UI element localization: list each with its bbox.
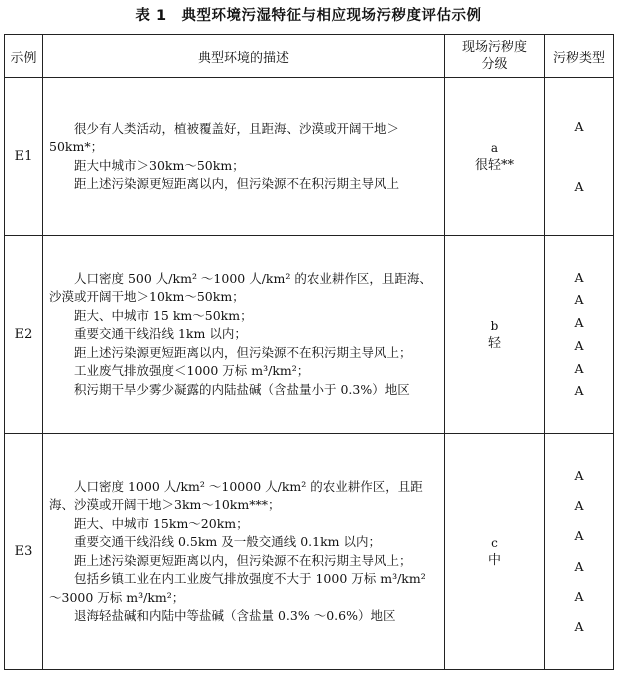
type-value: A [574, 269, 584, 285]
description-line: 距上述污染源更短距离以内，但污染源不在积污期主导风上； [74, 552, 412, 568]
pollution-table [4, 34, 614, 670]
description-line: 工业废气排放强度＜1000 万标 m³/km²； [74, 363, 310, 379]
description-line: 距上述污染源更短距离以内，但污染源不在积污期主导风上 [74, 176, 400, 191]
type-value: A [574, 360, 584, 376]
description-line: 人口密度 500 人/km² ～1000 人/km² 的农业耕作区，且距海、沙漠或开阔干地＞10km～50km； [49, 270, 432, 305]
grade-cell [445, 434, 545, 670]
example-id: E3 [5, 434, 43, 670]
table-row [5, 434, 614, 670]
header-grade [445, 35, 545, 78]
header-type: 污秽类型 [545, 35, 614, 78]
grade-word: 很轻** [474, 157, 514, 173]
header-grade-line1: 现场污秽度 [461, 40, 527, 55]
grade-word: 中 [487, 552, 501, 568]
type-stack [545, 468, 613, 636]
type-value: A [574, 619, 584, 635]
table-row [5, 236, 614, 434]
type-value: A [574, 315, 584, 331]
description-line: 包括乡镇工业在内工业废气排放强度不大于 1000 万标 m³/km² ～3000 万标 m³/km²； [49, 571, 426, 605]
description-cell [43, 78, 445, 236]
header-row [5, 35, 614, 78]
grade-letter: b [490, 318, 499, 333]
table-row [5, 78, 614, 236]
grade-letter: a [490, 140, 499, 155]
example-id: E1 [5, 78, 43, 236]
grade-cell [445, 78, 545, 236]
description-line: 很少有人类活动，植被覆盖好，且距海、沙漠或开阔干地＞50km*； [49, 120, 400, 154]
type-value: A [574, 118, 584, 134]
header-example: 示例 [5, 35, 43, 78]
type-value: A [574, 467, 584, 483]
description-line: 重要交通干线沿线 1km 以内； [74, 326, 247, 342]
type-cell [545, 78, 614, 236]
description-line: 积污期干旱少雾少凝露的内陆盐碱（含盐量小于 0.3%）地区 [74, 381, 410, 397]
header-description: 典型环境的描述 [43, 35, 445, 78]
description-line: 距上述污染源更短距离以内，但污染源不在积污期主导风上； [74, 344, 412, 360]
type-value: A [574, 589, 584, 605]
type-stack [545, 119, 613, 195]
example-id: E2 [5, 236, 43, 434]
type-value: A [574, 178, 584, 194]
type-value: A [574, 337, 584, 353]
type-value: A [574, 558, 584, 574]
type-value: A [574, 292, 584, 308]
type-stack [545, 270, 613, 400]
description-line: 退海轻盐碱和内陆中等盐碱（含盐量 0.3% ～0.6%）地区 [74, 608, 396, 623]
grade-cell [445, 236, 545, 434]
description-line: 重要交通干线沿线 0.5km 及一般交通线 0.1km 以内； [74, 534, 382, 549]
table-title: 表 1 典型环境污湿特征与相应现场污秽度评估示例 [135, 8, 482, 24]
type-value: A [574, 383, 584, 399]
type-cell [545, 236, 614, 434]
header-grade-line2: 分级 [481, 57, 508, 72]
grade-letter: c [491, 535, 498, 550]
description-cell [43, 236, 445, 434]
description-line: 距大、中城市 15 km～50km； [74, 307, 253, 323]
description-line: 距大中城市＞30km～50km； [74, 157, 245, 173]
type-value: A [574, 497, 584, 513]
grade-word: 轻 [487, 335, 501, 351]
description-line: 距大、中城市 15km～20km； [74, 515, 249, 531]
description-line: 人口密度 1000 人/km² ～10000 人/km² 的农业耕作区，且距海、沙漠或开阔干地＞3km～10km***； [49, 478, 423, 512]
description-cell [43, 434, 445, 670]
type-cell [545, 434, 614, 670]
type-value: A [574, 528, 584, 544]
